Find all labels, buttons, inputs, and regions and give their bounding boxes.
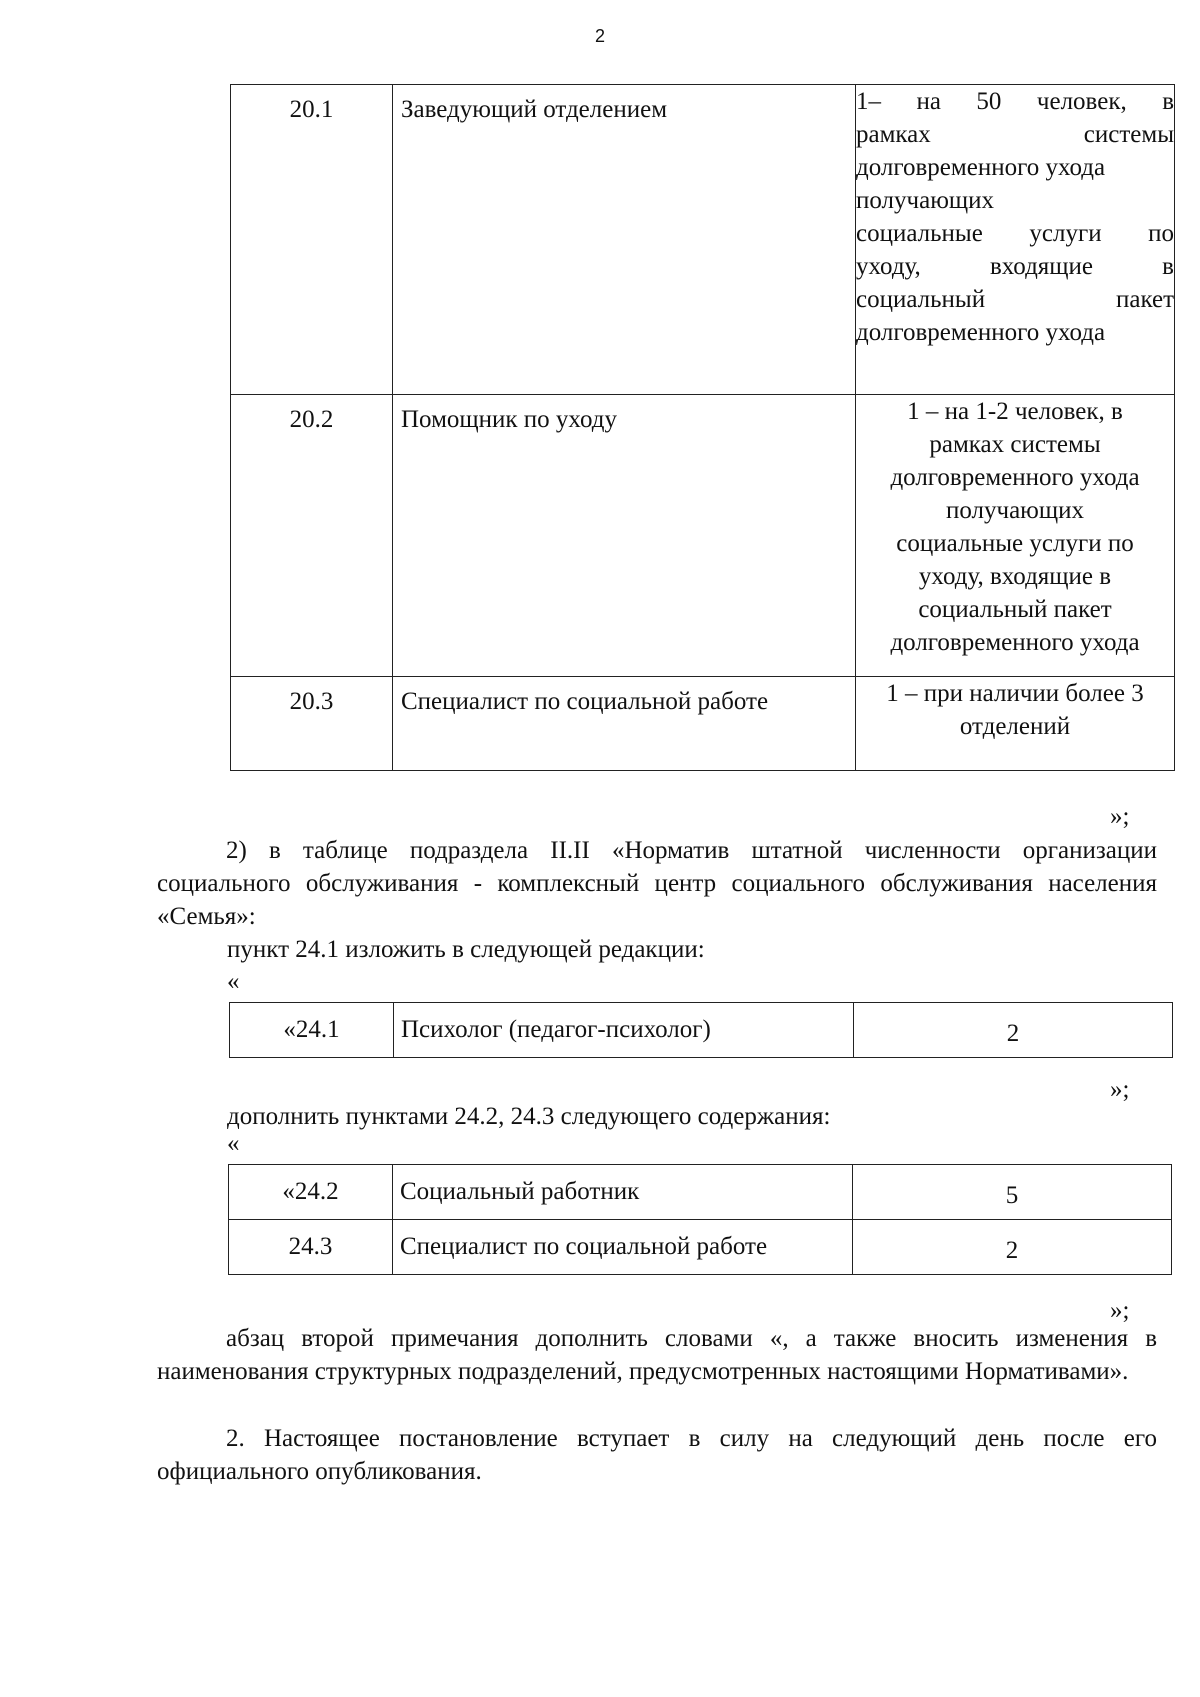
- item-number: 20.2: [231, 395, 393, 677]
- opening-quote: «: [227, 1130, 240, 1157]
- position-name: Помощник по уходу: [393, 395, 856, 677]
- staff-norm-table-20: [230, 84, 1175, 771]
- table-row: [231, 395, 1175, 677]
- opening-quote: «: [227, 968, 240, 995]
- staff-norm: 2: [854, 1003, 1173, 1058]
- table-row: [230, 1003, 1173, 1058]
- item-number: «24.2: [229, 1165, 393, 1220]
- item-number: 20.1: [231, 85, 393, 395]
- position-name: Социальный работник: [393, 1165, 853, 1220]
- staff-norm: 1 – при наличии более 3 отделений: [856, 677, 1175, 771]
- position-name: Специалист по социальной работе: [393, 1220, 853, 1275]
- table-row: [231, 677, 1175, 771]
- final-paragraph: 2. Настоящее постановление вступает в силу на следующий день после его официального опубликования.: [157, 1425, 1157, 1485]
- position-name: Психолог (педагог-психолог): [394, 1003, 854, 1058]
- closing-quote: »;: [1110, 803, 1130, 830]
- table-row: [229, 1165, 1172, 1220]
- note-paragraph: абзац второй примечания дополнить словами «, а также вносить изменения в наименования структурных подразделений, предусмотренных настоящими Нормативами».: [157, 1325, 1157, 1385]
- page-number: 2: [594, 26, 605, 46]
- position-name: Специалист по социальной работе: [393, 677, 856, 771]
- item-number: «24.1: [230, 1003, 394, 1058]
- amendment-paragraph-2: 2) в таблице подраздела II.II «Норматив штатной численности организации социального обслуживания - комплексный центр социального обслуживания населения «Семья»:: [157, 837, 1157, 930]
- add-items-intro: дополнить пунктами 24.2, 24.3 следующего содержания:: [227, 1103, 831, 1130]
- closing-quote: »;: [1110, 1076, 1130, 1103]
- staff-norm-table-24-1: [229, 1002, 1173, 1058]
- table-row: [231, 85, 1175, 395]
- item-24-1-intro: пункт 24.1 изложить в следующей редакции:: [227, 936, 705, 963]
- item-number: 24.3: [229, 1220, 393, 1275]
- staff-norm: 5: [853, 1165, 1172, 1220]
- staff-norm: 1 – на 1-2 человек, в рамках системы долговременного ухода получающих социальные услуги по уходу, входящие в социальный пакет долговременного ухода: [856, 395, 1175, 677]
- closing-quote: »;: [1110, 1297, 1130, 1324]
- staff-norm: 1– на 50 человек, в рамках системы долговременного ухода получающих социальные услуги по уходу, входящие в социальный пакет долговременного ухода: [856, 85, 1175, 395]
- staff-norm-table-24-2-24-3: [228, 1164, 1172, 1275]
- position-name: Заведующий отделением: [393, 85, 856, 395]
- table-row: [229, 1220, 1172, 1275]
- staff-norm: 2: [853, 1220, 1172, 1275]
- item-number: 20.3: [231, 677, 393, 771]
